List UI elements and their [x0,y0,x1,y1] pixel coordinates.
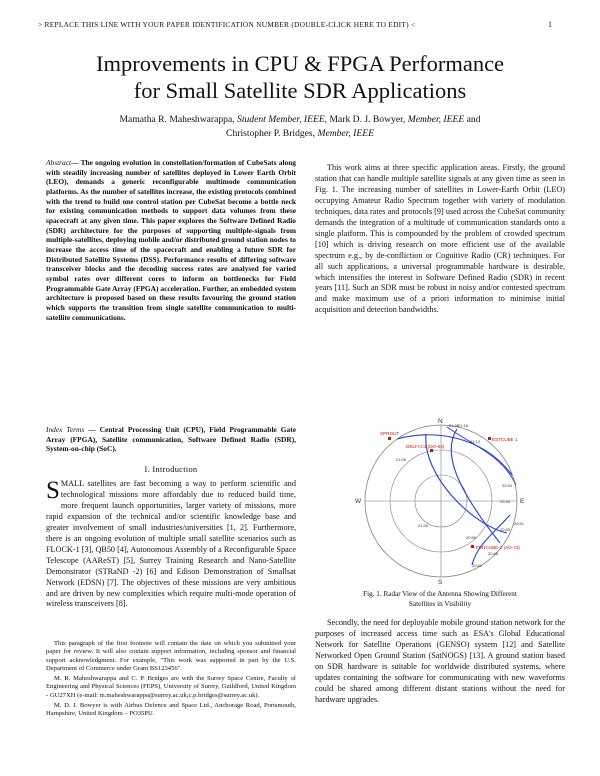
drop-cap: S [46,477,60,504]
time-label: 20:54 [502,483,513,488]
footnote-1: This paragraph of the first footnote will contain the date on which you submitted your paper for review. It will also contain support information, including sponsor and financial support acknowledgment. For example, "This work was supported in part by the U.S. Department of Commerce under Grant BS123456". [46,640,296,672]
introduction-text: MALL satellites are fast becoming a way to perform scientific and technological missions more affordably due to reduced build time, more frequent launch opportunities, larger variety of missions, more rapid expansion of the technical and/or scientific knowledge base and greater involvement of small industries/universities [1, 2]. Furthermore, there is an ongoing evolution of multiple small satellite scenarios such as FLOCK-1 [3], QB50 [4], Autonomous Assembly of a Reconfigurable Space Telescope (AAReST) [5], Surrey Training Research and Nano-Satellite Demonstrator (STRaND -2) [6] and Edison Demonstration of Smallsat Network (EDSN) [7]. The objectives of these missions are very ambitious and are driven by new complexities which require multi-mode operation of wireless transceivers [8]. [46,479,296,609]
title-line-1: Improvements in CPU & FPGA Performance [95,51,505,76]
compass-south: S [438,579,443,585]
running-head: > REPLACE THIS LINE WITH YOUR PAPER IDENTIFICATION NUMBER (DOUBLE-CLICK HERE TO EDIT) < [38,20,416,29]
author-list [0,113,600,140]
right-column-paragraph-2 [315,618,565,706]
sat-label-delfi: DELFI-C3 (DO-64) [406,444,445,449]
body-paragraph: This work aims at three specific application areas. Firstly, the ground station that can handle multiple satellite signals at any given time as seen in Fig. 1. The increasing number of satellites in Lower-Earth Orbit (LEO) occupying Amateur Radio Spectrum together with variety of modulation techniques, data rates and protocols [9] used across the CubeSat community demands the integration of a multitude of communication standards onto a single platform. This is compounded by the problem of crowded spectrum [10] which is driving research on more efficient use of the available spectrum e.g., by de-confliction or Cognitive Radio (CR) techniques. For all such applications, a universal programmable hardware is desirable, which intensifies the interest in Software Defined Radio (SDR) in recent years [11]. Such an SDR must be robust in noisy and/or contested spectrum and make maximum use of a priori information to minimise initial acquisition and detection bandwidths. [315,163,565,315]
time-label: 20:56 [466,535,477,540]
author-1-name: Mamatha R. Maheshwarappa, [119,114,235,125]
time-label: 21:16 [458,423,469,428]
time-label: 20:55 [500,527,511,532]
abstract-text: — The ongoing evolution in constellation/formation of CubeSats along with steadily increasing number of satellites deployed in Lower Earth Orbit (LEO), demands a generic reconfigurable multimode communication platforms. As the number of satellites increase, the existing protocols combined with the trend to build one control station per CubeSat become a bottle neck for existing communication methods to support data volumes from these spacecraft at any given time. This paper explores the Software Defined Radio (SDR) architecture for the purposes of supporting multiple-signals from multiple-satellites, deploying mobile and/or distributed ground station nodes to increase the access time of the spacecraft and enabling a future SDR for Distributed Satellite Systems (DSS). Performance results of differing software transceiver blocks and the decoding success rates are analysed for varied symbol rates over different cores to inform on bottlenecks for Field Programmable Gate Array (FPGA) acceleration. Further, an embedded system architecture is proposed based on these results favouring the ground station which supports the transition from single satellite communication to multi-satellite communications. [46,158,296,322]
page-number: 1 [548,20,552,29]
figure-caption [315,590,565,609]
footnote-3: M. D. J. Bowyer is with Airbus Defence and Space Ltd., Anchorage Road, Portsmouth, Hampshire, United Kingdom – PO35PU. [46,702,296,718]
compass-north: N [438,418,443,425]
author-2-name: Mark D. J. Bowyer, [327,114,406,125]
compass-east: E [520,498,525,505]
time-label: 20:41 [472,563,483,568]
time-label: 21:36 [449,423,460,428]
section-heading-introduction: I. Introduction [144,465,198,474]
compass-west: W [355,498,362,505]
author-3-role: Member, IEEE [315,127,374,139]
time-label: 21:26 [418,523,429,528]
footnotes [46,640,296,721]
time-label: 21:06 [396,457,407,462]
body-paragraph: Secondly, the need for deployable mobile ground station network for the purposes of increased access time such as ESA's Global Educational Network for Satellite Operations (GENSO) system [12] and Satellite Networked Open Ground Station (SatNOGS) [13]. A ground station based on SDR hardware is suitable for worldwide distributed systems, where updates containing the software for communicating with new waveforms could be shared among different distant stations without the need for hardware upgrades. [315,618,565,704]
introduction-paragraph [46,479,296,610]
author-2-role: Member, IEEE [405,114,465,125]
time-label: 20:46 [488,551,499,556]
index-terms [46,425,296,454]
figure-radar-view [322,415,560,585]
author-3-name: Christopher P. Bridges, [226,127,316,139]
author-and: and [464,114,481,125]
caption-line-2: Satellites in Visibility [408,599,472,608]
radar-plot [322,415,560,585]
sat-label-sprout: SPROUT [380,431,400,436]
right-column-paragraph-1 [315,163,565,316]
footnote-2: M. R. Maheshwarappa and C. P. Bridges are with the Surrey Space Centre, Faculty of Engineering and Physical Sciences (FEPS), University of Surrey, Guildford, United Kingdom - GU27XH (e-mail: m.maheshwarappa@surrey.ac.uk;c.p.bridges@surrey.ac.uk). [46,675,296,699]
sat-label-estcube: ESTCUBE 1 [492,437,518,442]
caption-line-1: Fig. 1. Radar View of the Antenna Showing Different [363,590,517,598]
time-label: 20:51 [514,521,525,526]
paper-title [0,50,600,104]
abstract-label: Abstract [46,158,72,167]
abstract [46,158,296,322]
title-line-2: for Small Satellite SDR Applications [133,78,467,103]
time-label: 20:55 [500,499,511,504]
author-1-role: Student Member, IEEE, [234,114,328,125]
sat-label-funcube: FUNCUBE-1 (AO-73) [476,545,520,550]
index-terms-label: Index Terms [46,425,85,434]
index-terms-text: — Central Processing Unit (CPU), Field Programmable Gate Array (FPGA), Satellite communication, Software Defined Radio (SDR), System-on-chip (SoC). [46,425,296,454]
time-label: 21:12 [470,439,481,444]
